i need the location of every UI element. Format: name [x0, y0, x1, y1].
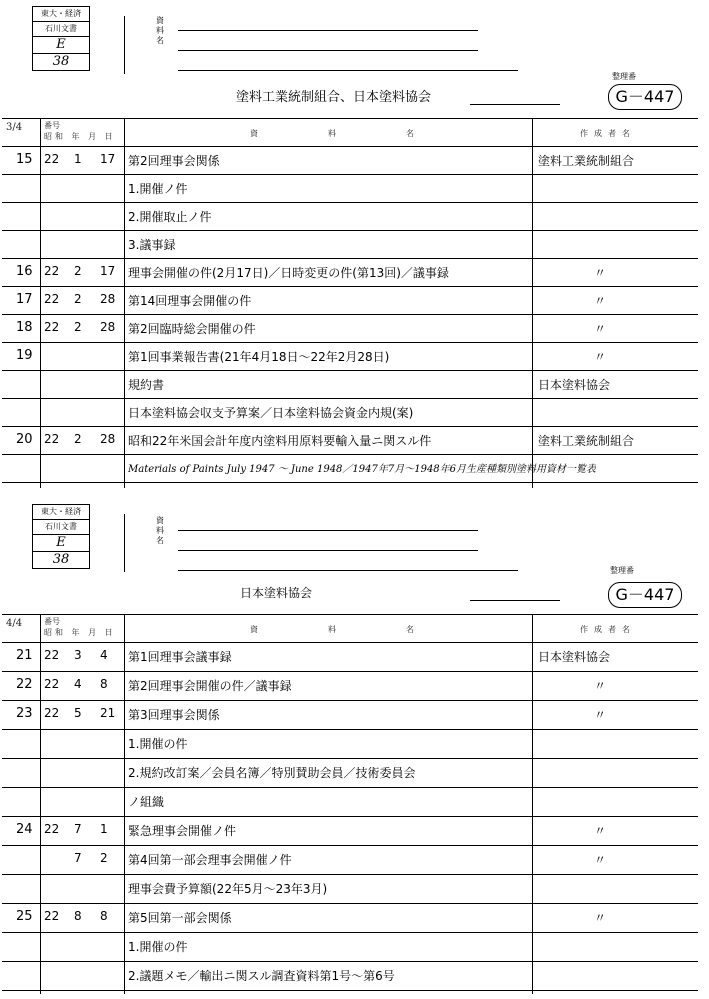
bottom-row-rule: [2, 700, 698, 701]
top-row-rule: [2, 258, 698, 259]
stamp-org-2: 東大・経済: [33, 505, 89, 520]
top-row-month: 1: [74, 152, 82, 166]
top-row-number: 16: [16, 264, 33, 279]
top-row-author: 塗料工業統制組合: [538, 434, 635, 448]
bottom-row-author: 〃: [594, 679, 607, 693]
bottom-row-rule: [2, 990, 698, 991]
bottom-row-year: 22: [44, 648, 60, 662]
top-row-rule: [2, 202, 698, 203]
bottom-row-rule: [2, 816, 698, 817]
bottom-code-label: 整理番: [610, 566, 634, 575]
bottom-row-author: 日本塗料協会: [538, 650, 611, 664]
bottom-code: G－447: [608, 582, 682, 608]
stamp-number: 38: [52, 54, 70, 69]
bottom-row-month: 3: [74, 648, 82, 662]
bottom-hdr-date: 昭和 年 月 日: [44, 628, 116, 637]
bottom-row-rule: [2, 758, 698, 759]
top-row-day: 28: [100, 292, 116, 306]
top-row-month: 2: [74, 292, 82, 306]
top-row-month: 2: [74, 320, 82, 334]
top-row-day: 28: [100, 432, 116, 446]
archive-stamp-2: [32, 504, 90, 569]
bottom-row-number: 24: [16, 822, 33, 837]
top-row-number: 20: [16, 432, 33, 447]
top-row-month: 2: [74, 432, 82, 446]
bottom-row-month: 8: [74, 909, 82, 923]
bottom-row-author: 〃: [594, 853, 607, 867]
top-row-text: 1.開催ノ件: [128, 182, 188, 196]
bottom-row-text: 第3回理事会関係: [128, 708, 220, 722]
bottom-row-day: 4: [100, 648, 108, 662]
top-row-rule: [2, 230, 698, 231]
top-row-day: 17: [100, 264, 116, 278]
top-page-fraction: 3/4: [6, 122, 23, 133]
top-row-year: 22: [44, 152, 60, 166]
bottom-hdr-author: 作成者名: [580, 625, 636, 634]
top-row-rule: [2, 454, 698, 455]
bottom-row-month: 4: [74, 677, 82, 691]
bottom-row-text: 緊急理事会開催ノ件: [128, 824, 237, 838]
archive-stamp: [32, 6, 90, 71]
bottom-row-text: ノ組織: [128, 795, 165, 809]
bottom-row-author: 〃: [594, 708, 607, 722]
bottom-row-rule: [2, 874, 698, 875]
top-row-rule: [2, 370, 698, 371]
top-row-rule: [2, 482, 698, 483]
top-hdr-name: 資料名: [250, 129, 484, 138]
bottom-row-text: 理事会費予算額(22年5月～23年3月): [128, 882, 328, 896]
top-row-text: 2.開催取止ノ件: [128, 210, 212, 224]
top-row-text: Materials of Paints July 1947 ～ June 1948／1947年7月～1948年6月生産種類別塗料用資材一覧表: [128, 464, 597, 475]
stamp-letter: E: [33, 37, 89, 54]
bottom-row-text: 第2回理事会開催の件／議事録: [128, 679, 292, 693]
bottom-row-day: 1: [100, 822, 108, 836]
bottom-row-day: 21: [100, 706, 116, 720]
top-row-day: 28: [100, 320, 116, 334]
shiryomei-label: 資料名: [156, 16, 164, 45]
top-row-rule: [2, 174, 698, 175]
bottom-row-year: 22: [44, 822, 60, 836]
top-row-author: 塗料工業統制組合: [538, 154, 635, 168]
bottom-row-rule: [2, 961, 698, 962]
bottom-row-day: 8: [100, 677, 108, 691]
bottom-row-month: 7: [74, 851, 82, 865]
top-row-number: 19: [16, 348, 33, 363]
bottom-row-text: 1.開催の件: [128, 940, 188, 954]
stamp-collection: 石川文書: [33, 22, 89, 37]
shiryomei-label-2: 資料名: [156, 516, 164, 545]
bottom-row-text: 第5回第一部会関係: [128, 911, 232, 925]
top-row-number: 18: [16, 320, 33, 335]
top-row-author: 〃: [594, 266, 607, 280]
bottom-row-year: 22: [44, 706, 60, 720]
top-row-year: 22: [44, 264, 60, 278]
top-row-text: 第1回事業報告書(21年4月18日～22年2月28日): [128, 350, 390, 364]
bottom-row-text: 第4回第一部会理事会開催ノ件: [128, 853, 292, 867]
top-row-rule: [2, 342, 698, 343]
bottom-row-rule: [2, 845, 698, 846]
top-hdr-author: 作成者名: [580, 129, 636, 138]
bottom-row-month: 5: [74, 706, 82, 720]
top-row-author: 〃: [594, 350, 607, 364]
stamp-letter-2: E: [33, 535, 89, 552]
bottom-row-text: 2.規約改訂案／会員名簿／特別賛助会員／技術委員会: [128, 766, 416, 780]
bottom-row-rule: [2, 787, 698, 788]
top-row-text: 3.議事録: [128, 238, 176, 252]
top-row-rule: [2, 398, 698, 399]
bottom-row-rule: [2, 903, 698, 904]
top-row-month: 2: [74, 264, 82, 278]
top-row-rule: [2, 314, 698, 315]
bottom-row-author: 〃: [594, 911, 607, 925]
top-row-number: 15: [16, 152, 33, 167]
bottom-row-author: 〃: [594, 824, 607, 838]
top-hdr-date: 昭和 年 月 日: [44, 132, 116, 141]
top-row-author: 〃: [594, 294, 607, 308]
bottom-row-rule: [2, 932, 698, 933]
bottom-row-text: 2.議題メモ／輸出ニ関スル調査資料第1号～第6号: [128, 969, 395, 983]
bottom-row-month: 7: [74, 822, 82, 836]
top-row-year: 22: [44, 432, 60, 446]
top-row-year: 22: [44, 292, 60, 306]
top-row-number: 17: [16, 292, 33, 307]
top-row-rule: [2, 426, 698, 427]
top-row-rule: [2, 286, 698, 287]
top-row-text: 第2回臨時総会開催の件: [128, 322, 256, 336]
bottom-page-fraction: 4/4: [6, 618, 23, 629]
top-row-year: 22: [44, 320, 60, 334]
bottom-row-day: 8: [100, 909, 108, 923]
top-row-author: 〃: [594, 322, 607, 336]
bottom-row-number: 21: [16, 648, 33, 663]
top-code-label: 整理番: [612, 72, 636, 81]
bottom-title: 日本塗料協会: [240, 586, 313, 600]
top-row-text: 日本塗料協会収支予算案／日本塗料協会資金内規(案): [128, 406, 414, 420]
top-row-author: 日本塗料協会: [538, 378, 611, 392]
bottom-row-text: 第1回理事会議事録: [128, 650, 232, 664]
top-row-text: 規約書: [128, 378, 165, 392]
top-hdr-no: 番号: [44, 121, 60, 130]
top-title: 塗料工業統制組合、日本塗料協会: [236, 90, 432, 105]
bottom-row-text: 1.開催の件: [128, 737, 188, 751]
top-row-text: 理事会開催の件(2月17日)／日時変更の件(第13回)／議事録: [128, 266, 449, 280]
bottom-hdr-name: 資料名: [250, 625, 484, 634]
bottom-row-number: 25: [16, 909, 33, 924]
bottom-row-rule: [2, 671, 698, 672]
bottom-row-day: 2: [100, 851, 108, 865]
stamp-collection-2: 石川文書: [33, 520, 89, 535]
bottom-row-year: 22: [44, 909, 60, 923]
top-row-text: 第2回理事会関係: [128, 154, 220, 168]
stamp-org: 東大・経済: [33, 7, 89, 22]
stamp-number-2: 38: [52, 552, 70, 567]
bottom-row-number: 23: [16, 706, 33, 721]
top-row-text: 第14回理事会開催の件: [128, 294, 252, 308]
bottom-row-year: 22: [44, 677, 60, 691]
top-row-text: 昭和22年米国会計年度内塗料用原料要輸入量ニ関スル件: [128, 434, 432, 448]
bottom-hdr-no: 番号: [44, 617, 60, 626]
bottom-row-number: 22: [16, 677, 33, 692]
top-code: G－447: [608, 84, 682, 110]
top-row-day: 17: [100, 152, 116, 166]
bottom-row-rule: [2, 729, 698, 730]
